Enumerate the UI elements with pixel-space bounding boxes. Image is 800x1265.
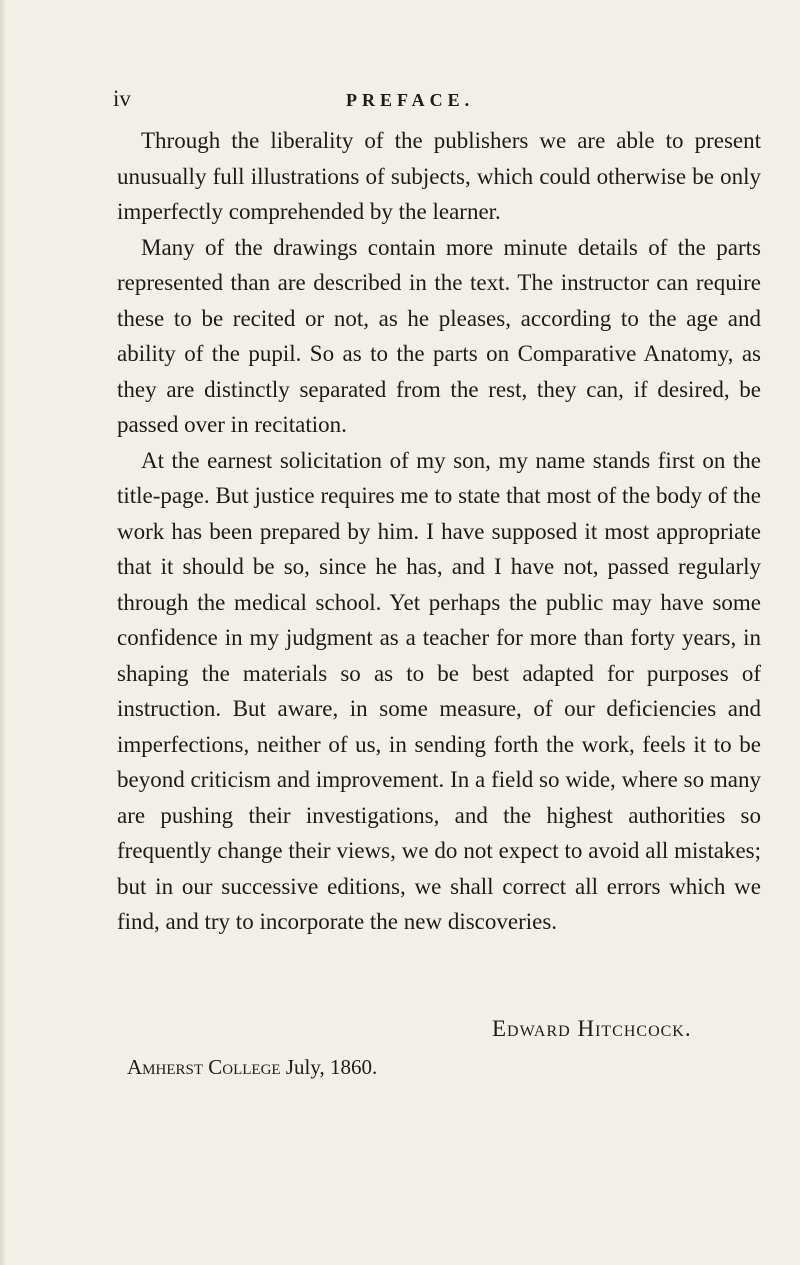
dateline-date: July, 1860. [285,1055,378,1079]
running-title: PREFACE. [346,90,475,110]
paragraph-drawings: Many of the drawings contain more minute details of the parts represented than are described in the text. The instructor can require these to be recited or not, as he pleases, according to the age and ability of the pupil. So as to the parts on Comparative Anatomy, as they are distinctly separated from the rest, they can, if desired, be passed over in recitation. [117,234,761,437]
page-binding-edge [0,0,6,1265]
author-signature: Edward Hitchcock. [492,1016,692,1041]
dateline [127,1053,377,1081]
dateline-place: Amherst College [127,1055,281,1079]
paragraph-authorship: At the earnest solicitation of my son, my name stands first on the title-page. But justice requires me to state that most of the body of the work has been prepared by him. I have supposed it most appropriate that it should be so, since he has, and I have not, passed regularly through the medical school. Yet perhaps the public may have some confidence in my judgment as a teacher for more than forty years, in shaping the materials so as to be best adapted for purposes of instruction. But aware, in some measure, of our deficiencies and imperfections, neither of us, in sending forth the work, feels it to be beyond criticism and improvement. In a field so wide, where so many are pushing their investigations, and the highest authorities so frequently change their views, we do not expect to avoid all mistakes; but in our successive editions, we shall correct all errors which we find, and try to incorporate the new discoveries. [117,447,761,934]
page-header [113,86,643,116]
paragraph-illustrations: Through the liberality of the publishers we are able to present unusually full illustrations of subjects, which could otherwise be only imperfectly comprehended by the learner. [117,128,761,224]
preface-body [117,123,761,940]
page-number: iv [113,86,131,111]
